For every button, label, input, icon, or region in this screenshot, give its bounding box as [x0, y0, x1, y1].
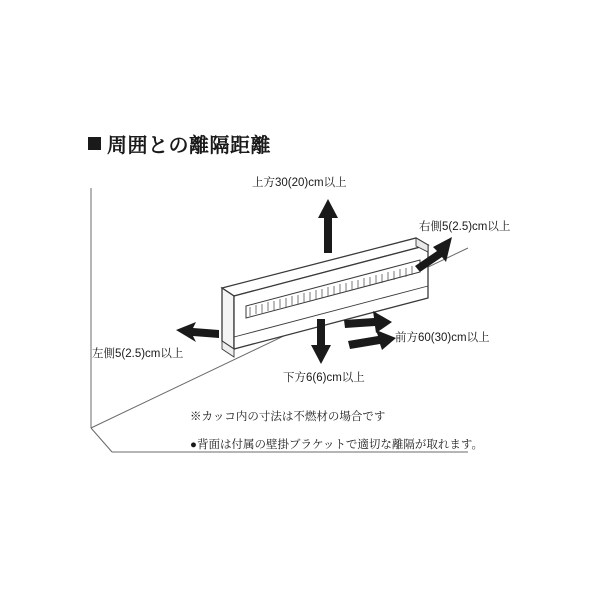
label-top-clearance: 上方30(20)cm以上: [252, 177, 347, 189]
label-front-clearance: 前方60(30)cm以上: [395, 332, 490, 344]
arrow-front-lower: [348, 330, 396, 350]
page-title-label: 周囲との離隔距離: [107, 135, 271, 157]
arrow-left: [176, 322, 219, 342]
note-noncombustible: ※カッコ内の寸法は不燃材の場合です: [190, 411, 386, 423]
arrow-up: [318, 199, 338, 253]
label-left-clearance: 左側5(2.5)cm以上: [92, 348, 184, 360]
label-bottom-clearance: 下方6(6)cm以上: [283, 372, 365, 384]
label-right-clearance: 右側5(2.5)cm以上: [419, 221, 511, 233]
note-wall-bracket: ●背面は付属の壁掛ブラケットで適切な離隔が取れます。: [190, 439, 483, 451]
